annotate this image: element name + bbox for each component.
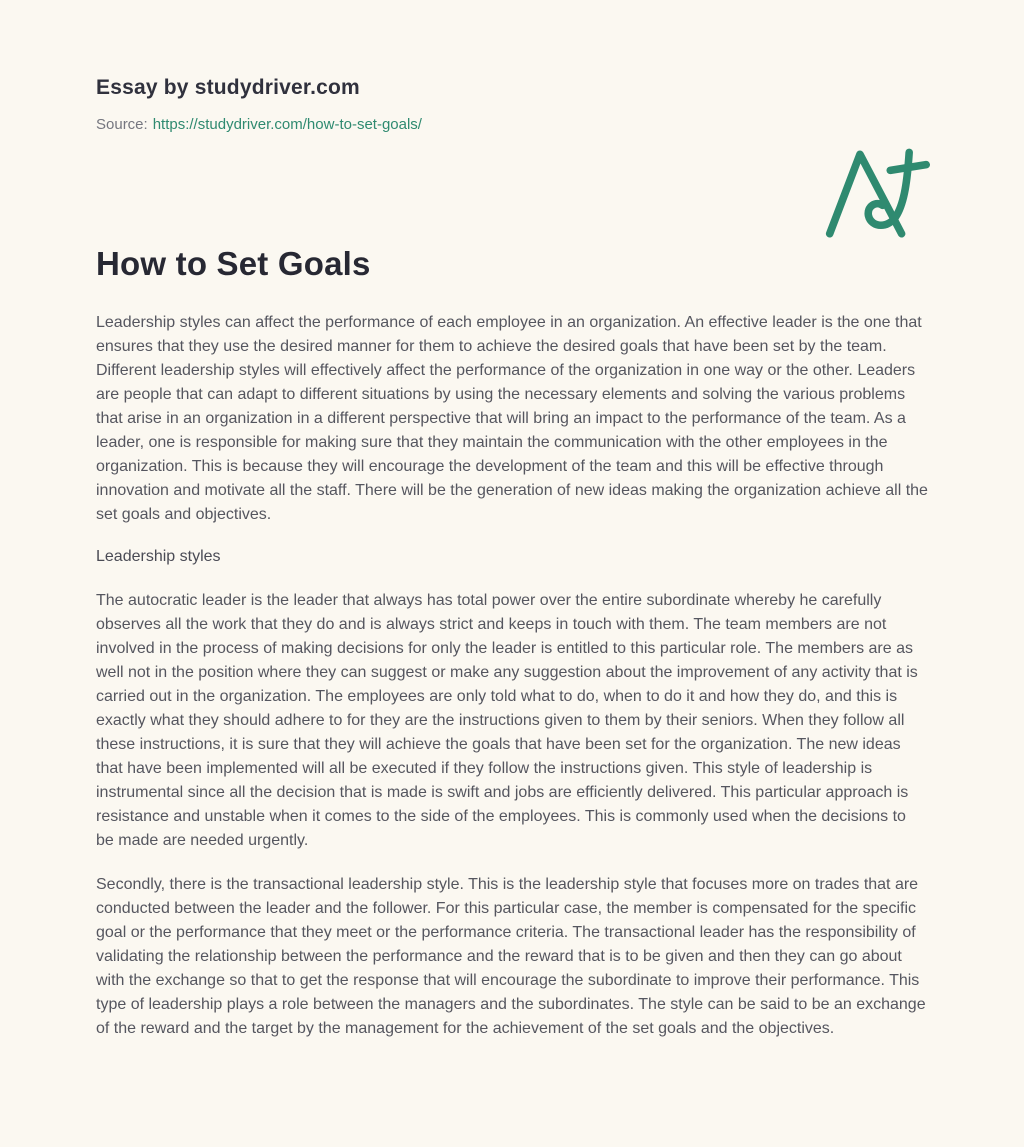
essay-title: How to Set Goals: [96, 245, 371, 282]
subheading-leadership-styles: Leadership styles: [96, 548, 221, 565]
essay-page: [0, 76, 1024, 1147]
studydriver-logo-icon: [824, 148, 930, 240]
source-label: Source:: [96, 116, 148, 133]
essay-byline: Essay by studydriver.com: [96, 76, 360, 99]
paragraph-autocratic-style: The autocratic leader is the leader that always has total power over the entire subordinate whereby he carefully observes all the work that they do and is always strict and keeps in touch with them. The team members are not involved in the process of making decisions for only the leader is entitled to this particular role. The members are as well not in the position where they can suggest or make any suggestion about the improvement of any activity that is carried out in the organization. The employees are only told what to do, when to do it and how they do, and this is exactly what they should adhere to for they are the instructions given to them by their seniors. When they follow all these instructions, it is sure that they will achieve the goals that have been set for the organization. The new ideas that have been implemented will all be executed if they follow the instructions given. This style of leadership is instrumental since all the decision that is made is swift and jobs are efficiently delivered. This particular approach is resistance and unstable when it comes to the side of the employees. This is commonly used when the decisions to be made are needed urgently.: [96, 592, 918, 849]
logo-cross-stroke: [890, 165, 926, 171]
paragraph-intro: Leadership styles can affect the performance of each employee in an organization. An effective leader is the one that ensures that they use the desired manner for them to achieve the desired goals that have been set by the team. Different leadership styles will effectively affect the performance of the organization in one way or the other. Leaders are people that can adapt to different situations by using the necessary elements and solving the various problems that arise in an organization in a different perspective that will bring an impact to the performance of the team. As a leader, one is responsible for making sure that they maintain the communication with the other employees in the organization. This is because they will encourage the development of the team and this will be effective through innovation and motivate all the staff. There will be the generation of new ideas making the organization achieve all the set goals and objectives.: [96, 314, 928, 523]
source-url-link[interactable]: https://studydriver.com/how-to-set-goals/: [152, 116, 422, 133]
source-line: [96, 116, 928, 133]
paragraph-transactional-style: Secondly, there is the transactional leadership style. This is the leadership style that focuses more on trades that are conducted between the leader and the follower. For this particular case, the member is compensated for the specific goal or the performance that they meet or the performance criteria. The transactional leader has the responsibility of validating the relationship between the performance and the reward that is to be given and then they can go about with the exchange so that to get the response that will encourage the subordinate to improve their performance. This type of leadership plays a role between the managers and the subordinates. The style can be said to be an exchange of the reward and the target by the management for the achievement of the set goals and the objectives.: [96, 876, 926, 1037]
